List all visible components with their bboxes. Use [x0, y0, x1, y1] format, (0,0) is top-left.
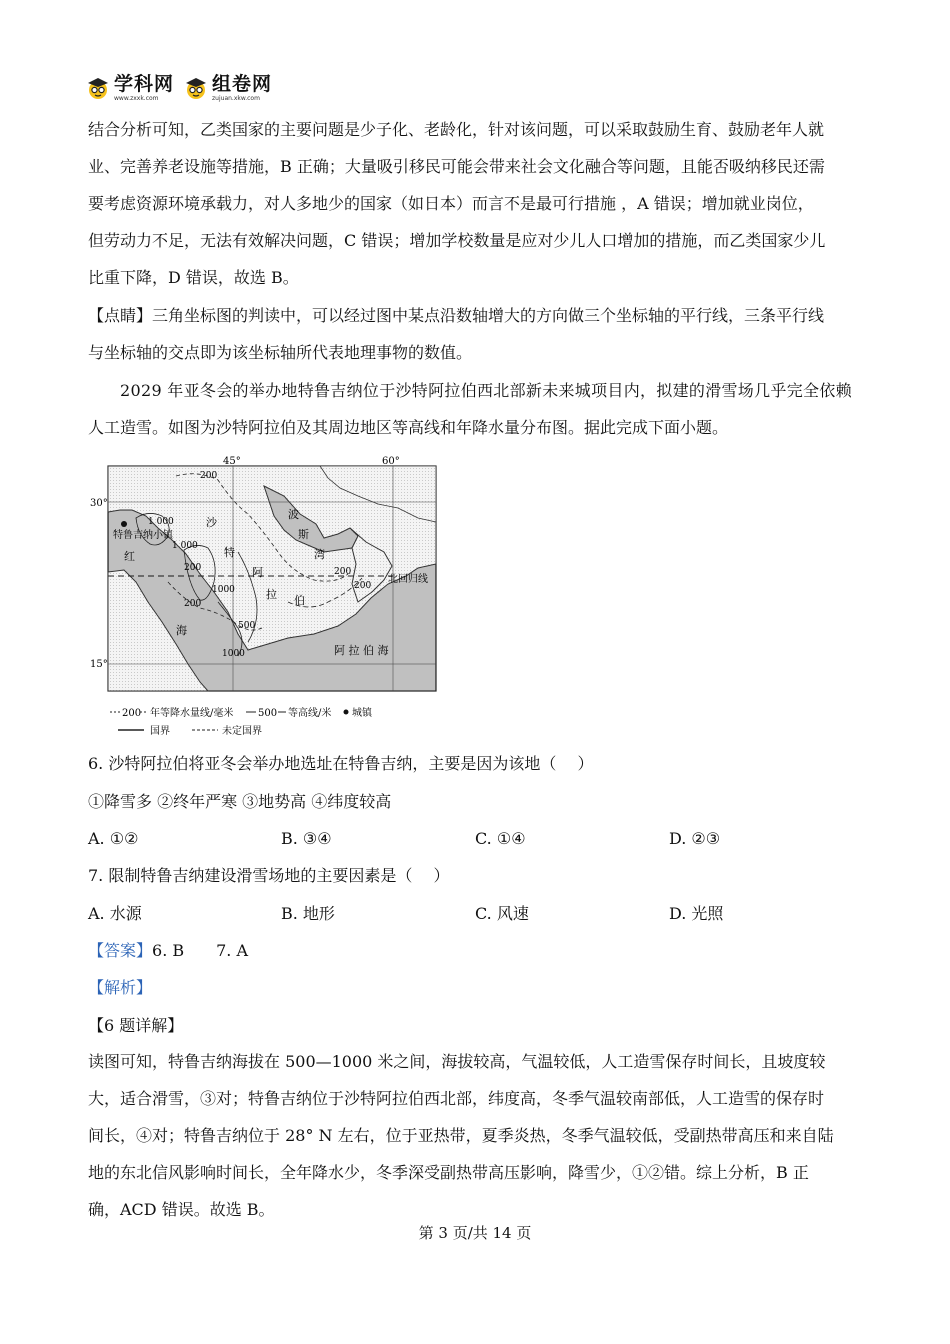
page-footer: 第 3 页/共 14 页 [418, 1224, 532, 1242]
sea-label: 湾 [314, 548, 325, 561]
town-label: 特鲁吉纳小镇 [113, 530, 173, 541]
text-line: 要考虑资源环境承载力，对人多地少的国家（如日本）而言不是最可行措施 ，A 错误；增加就业岗位， [88, 194, 814, 213]
question-7-stem: 7. 限制特鲁吉纳建设滑雪场地的主要因素是（ ） [88, 866, 450, 885]
text-line: 比重下降，D 错误，故选 B。 [88, 268, 299, 287]
isohyet-value: 200 [184, 599, 202, 609]
text-line: 结合分析可知，乙类国家的主要问题是少子化、老龄化，针对该问题，可以采取鼓励生育、鼓励老年人就 [88, 120, 825, 139]
tip-line-2: 与坐标轴的交点即为该坐标轴所代表地理事物的数值。 [88, 343, 473, 362]
zujuan-logo [184, 72, 273, 102]
contour-value: 1000 [222, 649, 245, 659]
passage-line-2: 人工造雪。如图为沙特阿拉伯及其周边地区等高线和年降水量分布图。据此完成下面小题。 [88, 418, 729, 437]
legend-contour: 等高线/米 [288, 708, 332, 719]
sea-label: 红 [124, 550, 135, 563]
land-label: 阿 [252, 566, 263, 579]
sea-label: 斯 [298, 528, 309, 541]
legend-sample: 200 [122, 708, 142, 719]
isohyet-value: 200 [334, 567, 352, 577]
tropic-label: 北回归线 [388, 574, 428, 585]
text-line: 但劳动力不足，无法有效解决问题，C 错误；增加学校数量是应对少儿人口增加的措施，而乙类国家少儿 [88, 231, 826, 250]
sea-label: 海 [176, 624, 187, 637]
sea-label: 波 [288, 508, 299, 521]
text-line: 确，ACD 错误。故选 B。 [88, 1200, 275, 1219]
option-b[interactable]: B. ③④ [281, 829, 332, 848]
saudi-arabia-map [88, 452, 448, 737]
q6-detail-label: 【6 题详解】 [88, 1016, 184, 1035]
logo-url: www.zxxk.com [114, 94, 159, 102]
option-a[interactable]: A. 水源 [88, 904, 142, 923]
answer-text: 6. B 7. A [152, 941, 249, 960]
logo-name: 学科网 [114, 72, 175, 95]
land-label: 特 [224, 546, 235, 559]
legend-sample: 500 [258, 708, 278, 719]
logo-name: 组卷网 [212, 72, 273, 95]
passage-line-1: 2029 年亚冬会的举办地特鲁吉纳位于沙特阿拉伯西北部新未来城项目内，拟建的滑雪场几乎完全依赖 [120, 381, 852, 400]
contour-value: 1000 [212, 585, 235, 595]
option-a[interactable]: A. ①② [88, 829, 139, 848]
lat-label: 15° [90, 659, 108, 670]
legend-undetermined-border: 未定国界 [222, 726, 262, 737]
option-b[interactable]: B. 地形 [281, 904, 335, 923]
land-label: 拉 [266, 588, 277, 601]
answer-label: 【答案】 [88, 941, 153, 960]
analysis-label-text: 【解析】 [88, 978, 153, 997]
tip-line-1 [88, 297, 863, 334]
tip-text: 三角坐标图的判读中，可以经过图中某点沿数轴增大的方向做三个坐标轴的平行线，三条平行线 [152, 306, 825, 325]
lat-label: 30° [90, 498, 108, 509]
legend-border: 国界 [150, 726, 170, 737]
analysis-label [88, 976, 868, 1000]
text-line: 间长，④对；特鲁吉纳位于 28° N 左右，位于亚热带，夏季炎热，冬季气温较低，受副热带高压和来自陆 [88, 1126, 834, 1145]
header-logos [86, 72, 272, 104]
contour-value: 500 [238, 621, 256, 631]
legend-town: 城镇 [352, 708, 372, 719]
land-label: 沙 [206, 516, 217, 529]
option-c[interactable]: C. 风速 [475, 904, 529, 923]
logo-url: zujuan.xkw.com [212, 94, 260, 102]
question-6-items: ①降雪多 ②终年严寒 ③地势高 ④纬度较高 [88, 792, 392, 811]
legend-isohyet: 年等降水量线/毫米 [150, 708, 234, 719]
contour-value: 1 000 [148, 517, 174, 527]
sea-label: 阿 拉 伯 海 [334, 644, 389, 657]
isohyet-value: 200 [184, 563, 202, 573]
contour-value: 1 000 [172, 541, 198, 551]
map-legend [110, 706, 373, 737]
land-label: 伯 [294, 594, 305, 607]
option-d[interactable]: D. 光照 [669, 904, 724, 923]
option-d[interactable]: D. ②③ [669, 829, 721, 848]
town-marker [121, 521, 127, 527]
lon-label: 60° [382, 456, 400, 467]
lon-label: 45° [223, 456, 241, 467]
text-line: 读图可知，特鲁吉纳海拔在 500—1000 米之间，海拔较高，气温较低，人工造雪保存时间长，且坡度较 [88, 1052, 826, 1071]
text-line: 地的东北信风影响时间长，全年降水少，冬季深受副热带高压影响，降雪少，①②错。综上分析，B 正 [88, 1163, 809, 1182]
text-line: 大，适合滑雪，③对；特鲁吉纳位于沙特阿拉伯西北部，纬度高，冬季气温较南部低，人工造雪的保存时 [88, 1089, 825, 1108]
scholar-face-icon [184, 76, 208, 100]
isohyet-value: 200 [200, 471, 218, 481]
answer-line [88, 939, 868, 963]
zxxk-logo [86, 72, 175, 102]
question-7-options [88, 902, 868, 926]
question-6-stem: 6. 沙特阿拉伯将亚冬会举办地选址在特鲁吉纳，主要是因为该地（ ） [88, 754, 594, 773]
scholar-face-icon [86, 76, 110, 100]
option-c[interactable]: C. ①④ [475, 829, 526, 848]
text-line: 业、完善养老设施等措施，B 正确；大量吸引移民可能会带来社会文化融合等问题，且能否吸纳移民还需 [88, 157, 825, 176]
isohyet-value: 200 [354, 581, 372, 591]
tip-label: 【点睛】 [88, 306, 153, 325]
question-6-options [88, 827, 868, 851]
